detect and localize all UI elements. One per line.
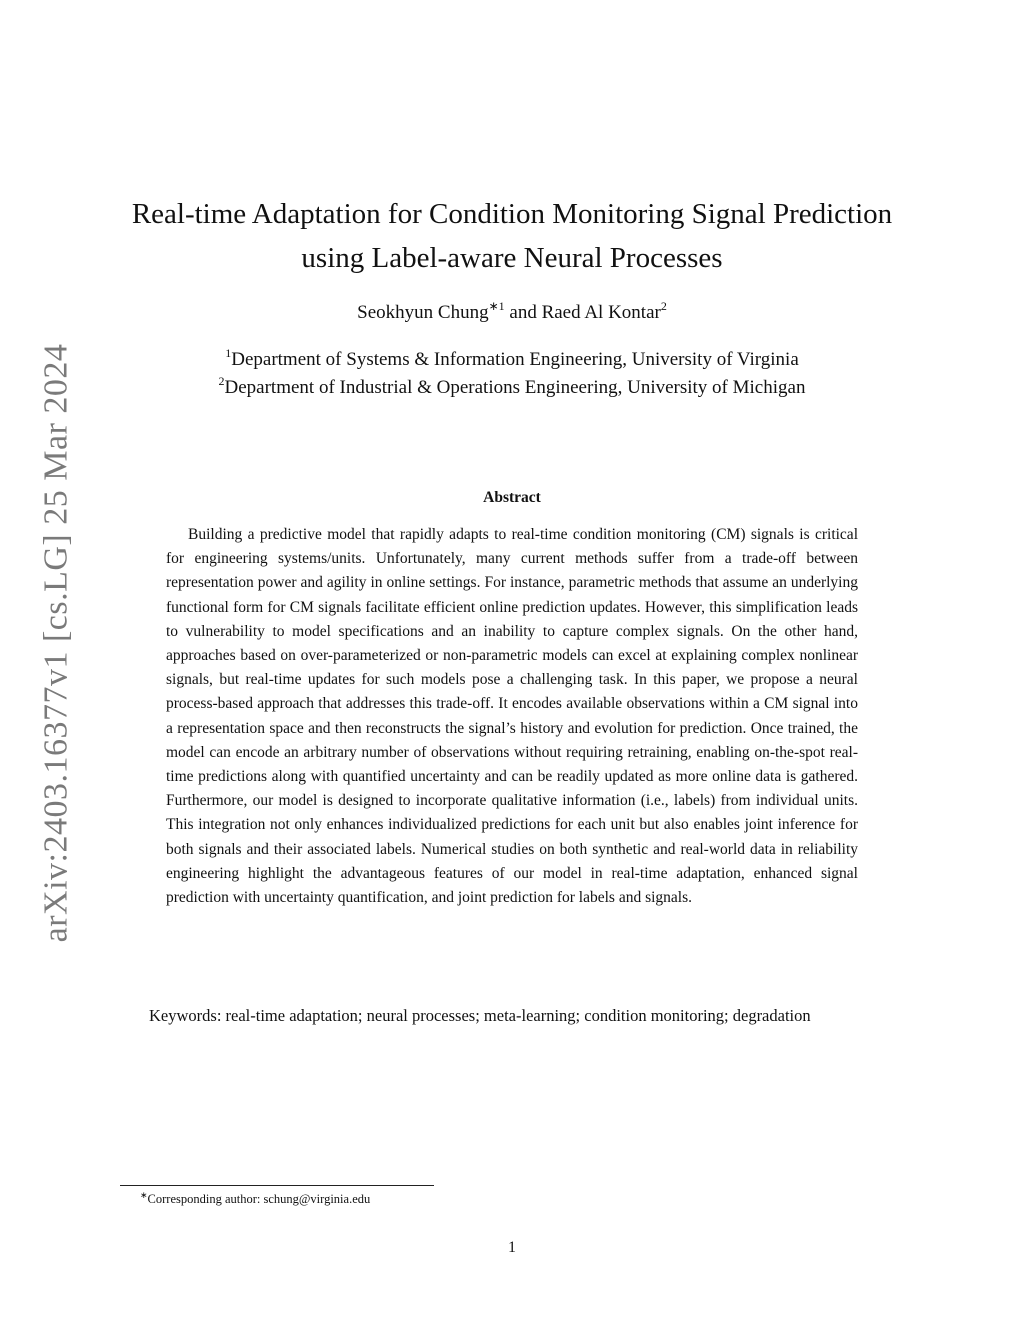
- paper-title: [100, 192, 924, 280]
- affiliation-2-text: Department of Industrial & Operations Engineering, University of Michigan: [224, 377, 806, 398]
- page-number: 1: [508, 1239, 516, 1256]
- affiliation-2: [100, 374, 924, 402]
- affiliation-list: [100, 346, 924, 402]
- abstract-text: Building a predictive model that rapidly adapts to real-time condition monitoring (CM) signals is critical for engineering systems/units. Unfortunately, many current methods suffer from a trade-off between representation power and agility in online settings. For instance, parametric methods that assume an underlying functional form for CM signals facilitate efficient online prediction updates. However, this simplification leads to vulnerability to model specifications and an inability to capture complex signals. On the other hand, approaches based on over-parameterized or non-parametric models can excel at explaining complex nonlinear signals, but real-time updates for such models pose a challenging task. In this paper, we propose a neural process-based approach that addresses this trade-off. It encodes available observations within a CM signal into a representation space and then reconstructs the signal’s history and evolution for prediction. Once trained, the model can encode an arbitrary number of observations without requiring retraining, enabling on-the-spot real-time predictions along with quantified uncertainty and can be readily updated as more online data is gathered. Furthermore, our model is designed to incorporate qualitative information (i.e., labels) from individual units. This integration not only enhances individualized predictions for each unit but also enables joint inference for both signals and their associated labels. Numerical studies on both synthetic and real-world data in reliability engineering highlight the advantageous features of our model in real-time adaptation, enhanced signal prediction with uncertainty quantification, and joint prediction for labels and signals.: [166, 526, 858, 907]
- author-2-mark: 2: [660, 299, 667, 313]
- corresponding-author-footnote: [140, 1190, 370, 1208]
- title-line-2: using Label-aware Neural Processes: [301, 242, 723, 274]
- affiliation-2-mark: 2: [218, 374, 225, 388]
- affiliation-1-text: Department of Systems & Information Engineering, University of Virginia: [231, 349, 799, 370]
- author-1-mark: ∗1: [488, 299, 505, 313]
- author-list: [100, 300, 924, 326]
- keywords-line: Keywords: real-time adaptation; neural processes; meta-learning; condition monitoring; degradation: [149, 1006, 811, 1025]
- footnote-mark: ∗: [140, 1190, 148, 1200]
- author-2-name: Raed Al Kontar: [541, 302, 661, 323]
- affiliation-1: [100, 346, 924, 374]
- arxiv-identifier-stamp: [26, 343, 86, 943]
- footnote-text: Corresponding author: schung@virginia.edu: [147, 1192, 371, 1206]
- author-connector: and: [504, 302, 542, 323]
- arxiv-identifier-text: arXiv:2403.16377v1 [cs.LG] 25 Mar 2024: [37, 343, 75, 943]
- author-1-name: Seokhyun Chung: [357, 302, 489, 323]
- affiliation-1-mark: 1: [225, 346, 232, 360]
- abstract-heading: Abstract: [483, 489, 541, 506]
- title-line-1: Real-time Adaptation for Condition Monitoring Signal Prediction: [131, 198, 893, 230]
- footnote-divider: [120, 1185, 434, 1186]
